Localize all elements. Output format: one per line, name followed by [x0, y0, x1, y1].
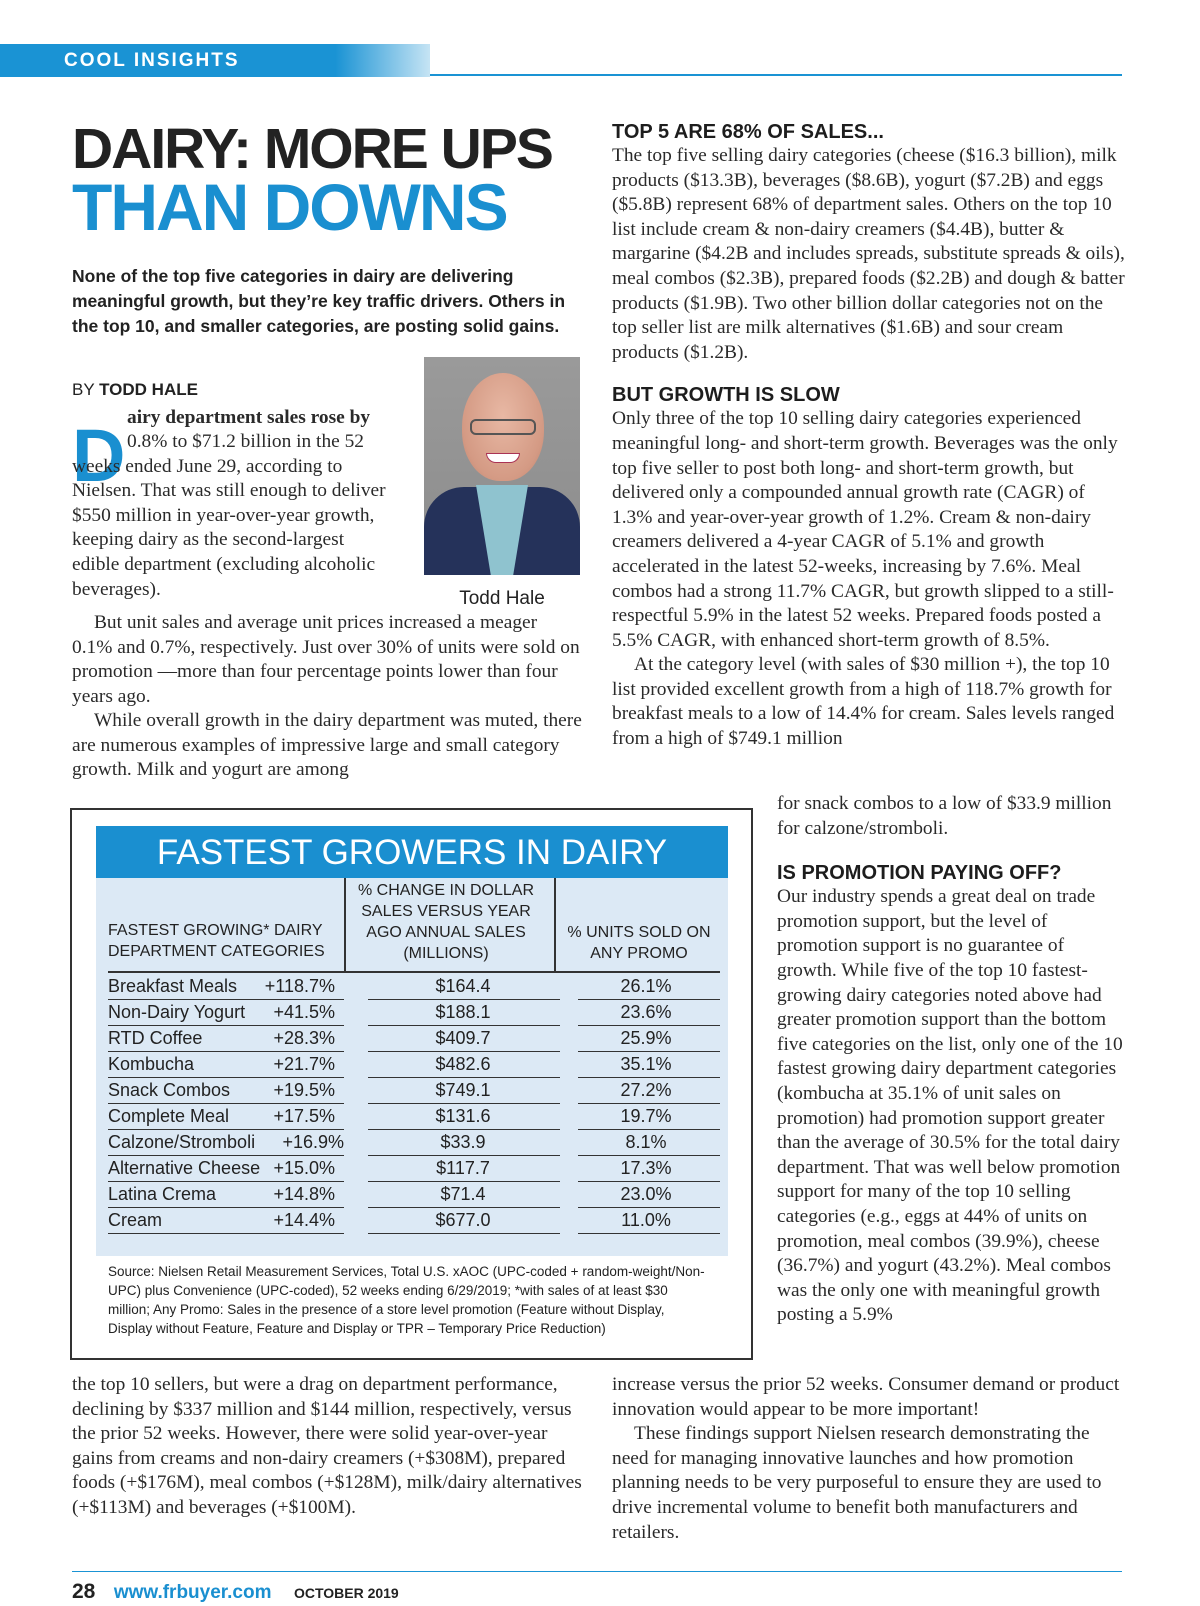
- table-row: [108, 1130, 720, 1157]
- row-change: +118.7%: [264, 976, 335, 996]
- byline-prefix: BY: [72, 380, 100, 399]
- table-row: [108, 1000, 720, 1027]
- row-promo: 11.0%: [621, 1210, 671, 1230]
- row-sales: $677.0: [435, 1210, 491, 1230]
- headline-line-2: THAN DOWNS: [72, 170, 507, 244]
- table-row: [108, 1156, 720, 1183]
- row-sales: $164.4: [435, 976, 491, 996]
- col1-lead-bold: airy department sales rose by: [127, 407, 371, 428]
- row-promo: 23.6%: [620, 1002, 672, 1022]
- table-row: [108, 1078, 720, 1105]
- byline-author: TODD HALE: [99, 380, 198, 399]
- page-number: 28: [72, 1580, 96, 1603]
- row-change: +19.5%: [273, 1080, 335, 1100]
- fastest-growers-table: [70, 808, 753, 1360]
- row-promo: 26.1%: [620, 976, 672, 996]
- photo-caption: Todd Hale: [459, 588, 545, 609]
- row-name: Snack Combos: [108, 1080, 231, 1100]
- section-label: COOL INSIGHTS: [64, 50, 240, 71]
- table-row: [108, 1182, 720, 1209]
- section-band: [0, 44, 430, 77]
- col2-para4a: Our industry spends a great deal on trade promotion support, but the level of promotion support is no guarantee of growth. While five of the top 10 fastest-growing dairy categories noted above had greater promotion support than the bottom five categories on the list, only one of the 10 fastest growing dairy department categories (kombucha at 35.1% of unit sales on promotion) had promotion support greater than the average of 30.5% for the total dairy department. That was well below promotion support for many of the top 10 selling categories (e.g., eggs at 44% of units on promotion, meal combos (39.9%), cheese (36.7%) and yogurt (43.2%). Meal combos was the only one with meaningful growth posting a 5.9%: [777, 886, 1123, 1326]
- deck: None of the top five categories in dairy are delivering meaningful growth, but they’re key traffic drivers. Others in the top 10, and smaller categories, are posting solid gains.: [72, 266, 566, 336]
- table-body: [96, 878, 728, 1256]
- byline: [72, 380, 198, 400]
- drop-cap: D: [72, 414, 126, 497]
- table-row: [108, 1208, 720, 1235]
- col2-para2: Only three of the top 10 selling dairy categories experienced meaningful long- and short-term growth. Beverages was the only top five seller to post both long- and short-term growth, but delivered only a compounded annual growth rate (CAGR) of 1.3% and year-over-year growth of 1.2%. Cream & non-dairy creamers delivered a 4-year CAGR of 5.1% and growth accelerated in the latest 52-weeks, increasing by 7.6%. Meal combos had a strong 11.7% CAGR, but growth slipped to a still-respectful 5.9% in the latest 52 weeks. Prepared foods posted a 5.5% CAGR, with enhanced short-term growth of 8.5%.: [612, 408, 1118, 651]
- table-title: FASTEST GROWERS IN DAIRY: [96, 826, 728, 878]
- row-promo: 8.1%: [625, 1132, 667, 1152]
- row-change: +14.4%: [273, 1210, 335, 1230]
- row-sales: $188.1: [435, 1002, 491, 1022]
- row-name: Non-Dairy Yogurt: [108, 1002, 246, 1022]
- col1-para1: 0.8% to $71.2 billion in the 52 weeks ended June 29, according to Nielsen. That was still enough to deliver $550 million in year-over-year growth, keeping dairy as the second-largest edible department (excluding alcoholic beverages).: [72, 431, 386, 600]
- row-sales: $482.6: [435, 1054, 491, 1074]
- row-name: Latina Crema: [108, 1184, 217, 1204]
- subhead-top5: TOP 5 ARE 68% OF SALES...: [612, 121, 884, 143]
- row-change: +15.0%: [273, 1158, 335, 1178]
- row-change: +17.5%: [273, 1106, 335, 1126]
- footer: [72, 1580, 399, 1604]
- footer-rule: [72, 1571, 1122, 1572]
- row-sales: $409.7: [435, 1028, 491, 1048]
- col2-bottom: [612, 1373, 1127, 1545]
- row-promo: 23.0%: [620, 1184, 672, 1204]
- col2-para5: These findings support Nielsen research demonstrating the need for managing innovative launches and how promotion planning needs to be very purposeful to ensure they are used to drive incremental volume to benefit both manufacturers and retailers.: [612, 1423, 1102, 1543]
- row-sales: $131.6: [435, 1106, 491, 1126]
- row-sales: $71.4: [440, 1184, 486, 1204]
- row-change: +28.3%: [273, 1028, 335, 1048]
- row-promo: 17.3%: [620, 1158, 672, 1178]
- col2-para3b: for snack combos to a low of $33.9 million for calzone/stromboli.: [777, 793, 1112, 839]
- issue-date: OCTOBER 2019: [293, 1585, 399, 1601]
- col2-para3a: At the category level (with sales of $30 million +), the top 10 list provided excellent growth from a high of 118.7% growth for breakfast meals to a low of 14.4% for cream. Sales levels ranged from a high of $749.1 million: [612, 654, 1115, 750]
- headline: [72, 117, 592, 244]
- col2-narrow: [777, 792, 1127, 1328]
- row-promo: 27.2%: [620, 1080, 672, 1100]
- row-promo: 25.9%: [620, 1028, 672, 1048]
- col2-para1: The top five selling dairy categories (cheese ($16.3 billion), milk products ($13.3B), beverages ($8.6B), yogurt ($7.2B) and eggs ($5.8B) represent 68% of department sales. Others on the top 10 list include cream & non-dairy creamers ($4.4B), butter & margarine ($4.2B and includes spreads, substitute spreads & oils), meal combos ($2.3B), prepared foods ($2.2B) and dough & batter products ($1.9B). Two other billion dollar categories not on the top seller list are milk alternatives ($1.6B) and sour cream products ($1.2B).: [612, 145, 1125, 363]
- footer-url[interactable]: www.frbuyer.com: [113, 1582, 272, 1603]
- row-promo: 19.7%: [620, 1106, 672, 1126]
- table-row: [108, 974, 720, 1001]
- table-row: [108, 1104, 720, 1131]
- subhead-promotion: IS PROMOTION PAYING OFF?: [777, 862, 1062, 885]
- table-row: [108, 1026, 720, 1053]
- col1-para3: While overall growth in the dairy department was muted, there are numerous examples of impressive large and small category growth. Milk and yogurt are among: [72, 710, 582, 781]
- row-name: RTD Coffee: [108, 1028, 203, 1048]
- row-change: +21.7%: [273, 1054, 335, 1074]
- header-rule: [430, 74, 1122, 76]
- row-change: +41.5%: [273, 1002, 335, 1022]
- row-sales: $33.9: [440, 1132, 486, 1152]
- col2-top: [612, 120, 1127, 752]
- table-header-sales: % CHANGE IN DOLLAR SALES VERSUS YEAR AGO ANNUAL SALES (MILLIONS): [357, 882, 535, 962]
- subhead-growth-slow: BUT GROWTH IS SLOW: [612, 384, 840, 407]
- row-name: Alternative Cheese: [108, 1158, 261, 1178]
- row-name: Complete Meal: [108, 1106, 230, 1126]
- row-name: Calzone/Stromboli: [108, 1132, 256, 1152]
- row-name: Breakfast Meals: [108, 976, 238, 996]
- headline-line-1: DAIRY: MORE UPS: [72, 117, 552, 181]
- author-photo: [424, 357, 580, 575]
- table-source-note: Source: Nielsen Retail Measurement Services, Total U.S. xAOC (UPC-coded + random-weight/Non-UPC) plus Convenience (UPC-coded), 52 weeks ending 6/29/2019; *with sales of at least $30 million; Any Promo: Sales in the presence of a store level promotion (Feature without Display, Display without Feature, Feature and Display or TPR – Temporary Price Reduction): [108, 1264, 705, 1336]
- row-change: +14.8%: [273, 1184, 335, 1204]
- table-header-category: FASTEST GROWING* DAIRY DEPARTMENT CATEGORIES: [108, 922, 325, 960]
- table-row: [108, 1052, 720, 1079]
- row-sales: $117.7: [436, 1158, 490, 1178]
- col1-para2: But unit sales and average unit prices increased a meager 0.1% and 0.7%, respectively. Just over 30% of units were sold on promotion —more than four percentage points lower than four years ago.: [72, 612, 580, 707]
- table-header-promo: % UNITS SOLD ON ANY PROMO: [567, 924, 711, 962]
- row-change: +16.9%: [282, 1132, 344, 1152]
- col1-para4: the top 10 sellers, but were a drag on department performance, declining by $337 million and $144 million, respectively, versus the prior 52 weeks. However, there were solid year-over-year gains from creams and non-dairy creamers (+$308M), prepared foods (+$176M), meal combos (+$128M), milk/dairy alternatives (+$113M) and beverages (+$100M).: [72, 1374, 582, 1518]
- row-promo: 35.1%: [620, 1054, 672, 1074]
- row-name: Cream: [108, 1210, 163, 1230]
- col2-para4b: increase versus the prior 52 weeks. Consumer demand or product innovation would appear to be more important!: [612, 1374, 1120, 1420]
- row-sales: $749.1: [435, 1080, 491, 1100]
- row-name: Kombucha: [108, 1054, 195, 1074]
- col1-para1-lead: [127, 406, 397, 431]
